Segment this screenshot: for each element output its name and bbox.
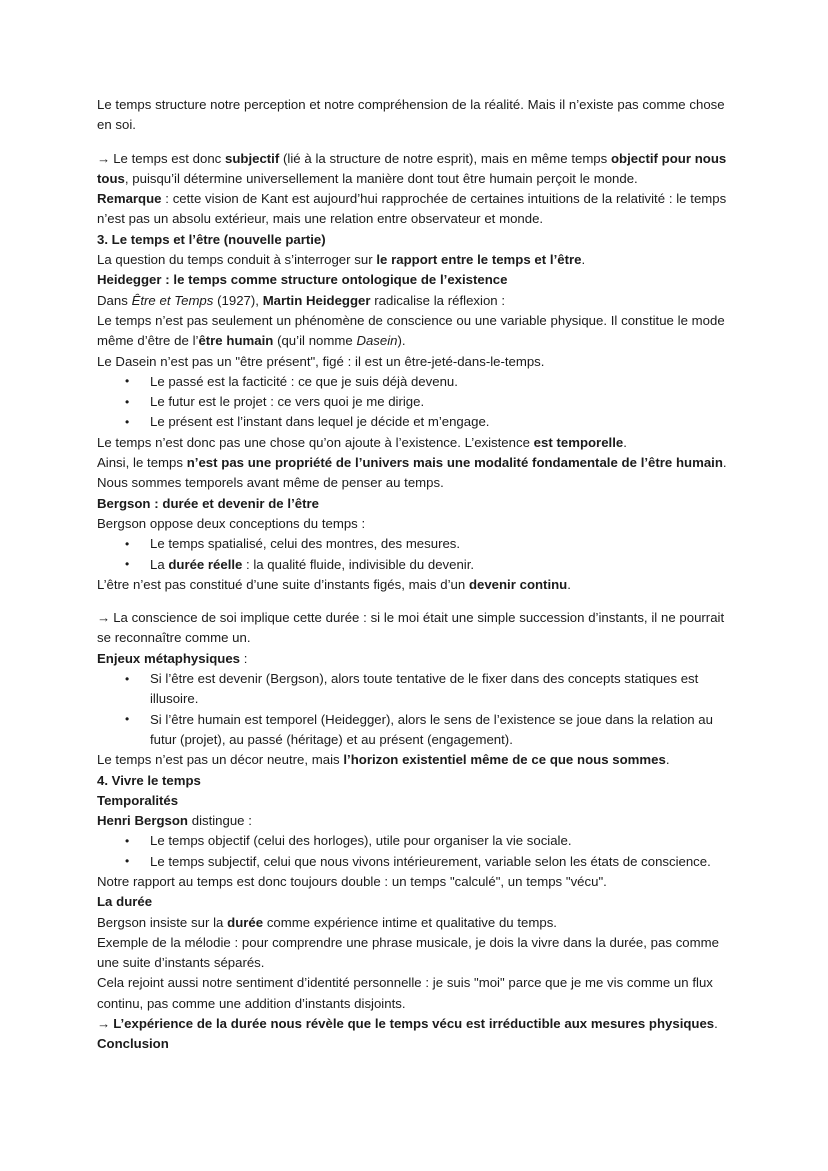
arrow-conscience — [97, 608, 733, 649]
text-run-bold: Remarque — [97, 191, 162, 207]
text-run: , puisqu’il détermine universellement la manière dont tout être humain perçoit le monde. — [124, 170, 638, 186]
temporalites-heading — [97, 791, 733, 811]
right-arrow-icon: → — [97, 150, 111, 166]
bergson-heading — [97, 494, 733, 514]
text-run: : cette vision de Kant est aujourd’hui rapprochée de certaines intuitions de la relativité : le temps n’est pas un absolu extérieur, mais une relation entre observateur et monde. — [97, 191, 727, 227]
text-run: Le temps n’est pas seulement un phénomène de conscience ou une variable physique. Il constitue le mode même d’être de l’ — [97, 312, 725, 349]
text-run: Le temps est donc — [113, 150, 226, 166]
text-run-bold: L’expérience de la durée nous révèle que le temps vécu est irréductible aux mesures physiques — [113, 1016, 715, 1032]
text-run: Le temps spatialisé, celui des montres, des mesures. — [150, 536, 461, 552]
text-run: Ainsi, le temps — [97, 455, 187, 471]
text-run-bold: durée réelle — [168, 556, 243, 572]
text-run: Le passé est la facticité : ce que je suis déjà devenu. — [150, 373, 458, 389]
bullet-list — [97, 372, 733, 433]
text-run: Le temps n’est pas un décor neutre, mais — [97, 752, 344, 768]
bullet-list — [97, 534, 733, 575]
section-4-heading — [97, 771, 733, 791]
bergson-insiste — [97, 913, 733, 933]
text-run: . — [581, 252, 586, 268]
text-run: Le Dasein n’est pas un "être présent", figé : il est un être-jeté-dans-le-temps. — [97, 353, 545, 369]
heidegger-heading — [97, 270, 733, 290]
list-item — [97, 412, 733, 432]
text-run: (lié à la structure de notre esprit), mais en même temps — [279, 150, 611, 166]
text-run: . — [623, 434, 627, 450]
list-item — [97, 710, 733, 751]
text-run: Le présent est l’instant dans lequel je décide et m’engage. — [150, 414, 490, 430]
text-run: La conscience de soi implique cette durée : si le moi était une simple succession d’instants, il ne pourrait se reconnaître comme un. — [97, 610, 725, 646]
text-run-bold: 4. Vivre le temps — [97, 772, 201, 788]
text-run: Bergson oppose deux conceptions du temps : — [97, 515, 366, 531]
remarque-kant — [97, 189, 733, 230]
existence-temporelle — [97, 433, 733, 453]
text-run-bold: devenir continu — [468, 576, 568, 592]
exemple-melodie — [97, 933, 733, 974]
text-run: comme expérience intime et qualitative du temps. — [263, 914, 557, 930]
bergson-oppose — [97, 514, 733, 534]
text-run: Le futur est le projet : ce vers quoi je me dirige. — [150, 394, 425, 410]
la-duree-heading — [97, 892, 733, 912]
text-run: distingue : — [187, 813, 252, 829]
henri-bergson-distingue — [97, 811, 733, 831]
text-run: Le temps n’est donc pas une chose qu’on ajoute à l’existence. L’existence — [97, 434, 534, 450]
text-run: (1927), — [213, 292, 263, 308]
identite-personnelle — [97, 973, 733, 1014]
text-run: Cela rejoint aussi notre sentiment d’identité personnelle : je suis "moi" parce que je me vis comme un flux continu, pas comme une addition d’instants disjoints. — [97, 975, 713, 1011]
text-run-bold: durée — [227, 914, 264, 930]
text-run-bold: Enjeux métaphysiques — [97, 650, 241, 666]
text-run-bold: objectif pour nous tous — [97, 150, 727, 186]
text-run-bold: Henri Bergson — [97, 813, 188, 829]
intro-paragraph — [97, 95, 733, 136]
right-arrow-icon: → — [97, 610, 111, 626]
enjeux-heading — [97, 649, 733, 669]
text-run: Exemple de la mélodie : pour comprendre une phrase musicale, je dois la vivre dans la durée, pas comme une suite d’instants séparés. — [97, 934, 719, 971]
text-run: Le temps objectif (celui des horloges), utile pour organiser la vie sociale. — [150, 833, 572, 849]
document-body — [97, 95, 733, 1055]
text-run: radicalise la réflexion : — [370, 292, 506, 308]
list-item — [97, 669, 733, 710]
text-run-bold: Heidegger : le temps comme structure ontologique de l’existence — [97, 272, 508, 288]
text-run-bold: être humain — [198, 333, 274, 349]
text-run: Notre rapport au temps est donc toujours double : un temps "calculé", un temps "vécu". — [97, 873, 607, 889]
arrow-subjectif — [97, 149, 733, 190]
text-run-bold: Martin Heidegger — [262, 292, 371, 308]
text-run: ). — [397, 333, 406, 349]
text-run: Si l’être est devenir (Bergson), alors toute tentative de le fixer dans des concepts statiques est illusoire. — [150, 671, 699, 707]
text-run: (qu’il nomme — [273, 333, 357, 349]
text-run: : la qualité fluide, indivisible du devenir. — [242, 556, 475, 572]
text-run: . Nous sommes temporels avant même de penser au temps. — [97, 455, 727, 491]
text-run-bold: 3. Le temps et l’être (nouvelle partie) — [97, 231, 326, 247]
section-3-heading — [97, 230, 733, 250]
text-run-bold: subjectif — [225, 150, 280, 166]
text-run: : — [240, 650, 248, 666]
text-run: Bergson insiste sur la — [97, 914, 228, 930]
text-run: L’être n’est pas constitué d’une suite d’instants figés, mais d’un — [97, 576, 469, 592]
conclusion-heading — [97, 1034, 733, 1054]
right-arrow-icon: → — [97, 1016, 111, 1032]
dasein-line — [97, 352, 733, 372]
text-run: Si l’être humain est temporel (Heidegger), alors le sens de l’existence se joue dans la relation au futur (projet), au passé (héritage) et au présent (engagement). — [150, 711, 713, 747]
temps-phenomene — [97, 311, 733, 352]
text-run-bold: le rapport entre le temps et l’être — [376, 252, 582, 268]
text-run: Le temps subjectif, celui que nous vivons intérieurement, variable selon les états de conscience. — [150, 853, 711, 869]
bullet-list — [97, 669, 733, 750]
text-run: Le temps structure notre perception et notre compréhension de la réalité. Mais il n’existe pas comme chose en soi. — [97, 97, 725, 133]
arrow-experience-duree — [97, 1014, 733, 1034]
text-run-italic: Être et Temps — [131, 292, 214, 308]
text-run-bold: l’horizon existentiel même de ce que nous sommes — [343, 752, 666, 768]
list-item — [97, 534, 733, 554]
text-run: . — [567, 576, 571, 592]
text-run-bold: Temporalités — [97, 792, 179, 808]
list-item — [97, 392, 733, 412]
text-run: . — [714, 1016, 718, 1032]
modalite-fondamentale — [97, 453, 733, 494]
rapport-double — [97, 872, 733, 892]
horizon-existentiel — [97, 750, 733, 770]
list-item — [97, 555, 733, 575]
text-run-italic: Dasein — [356, 333, 398, 349]
list-item — [97, 852, 733, 872]
text-run-bold: n’est pas une propriété de l’univers mais une modalité fondamentale de l’être humain — [186, 455, 723, 471]
question-du-temps — [97, 250, 733, 270]
list-item — [97, 372, 733, 392]
etre-et-temps — [97, 291, 733, 311]
text-run: La question du temps conduit à s’interroger sur — [97, 252, 377, 268]
text-run: Dans — [97, 292, 132, 308]
list-item — [97, 831, 733, 851]
text-run-bold: Conclusion — [97, 1036, 169, 1052]
text-run-bold: Bergson : durée et devenir de l’être — [97, 495, 319, 511]
devenir-continu — [97, 575, 733, 595]
text-run-bold: est temporelle — [533, 434, 624, 450]
text-run: . — [665, 752, 670, 768]
text-run-bold: La durée — [97, 894, 153, 910]
text-run: La — [150, 556, 169, 572]
bullet-list — [97, 831, 733, 872]
